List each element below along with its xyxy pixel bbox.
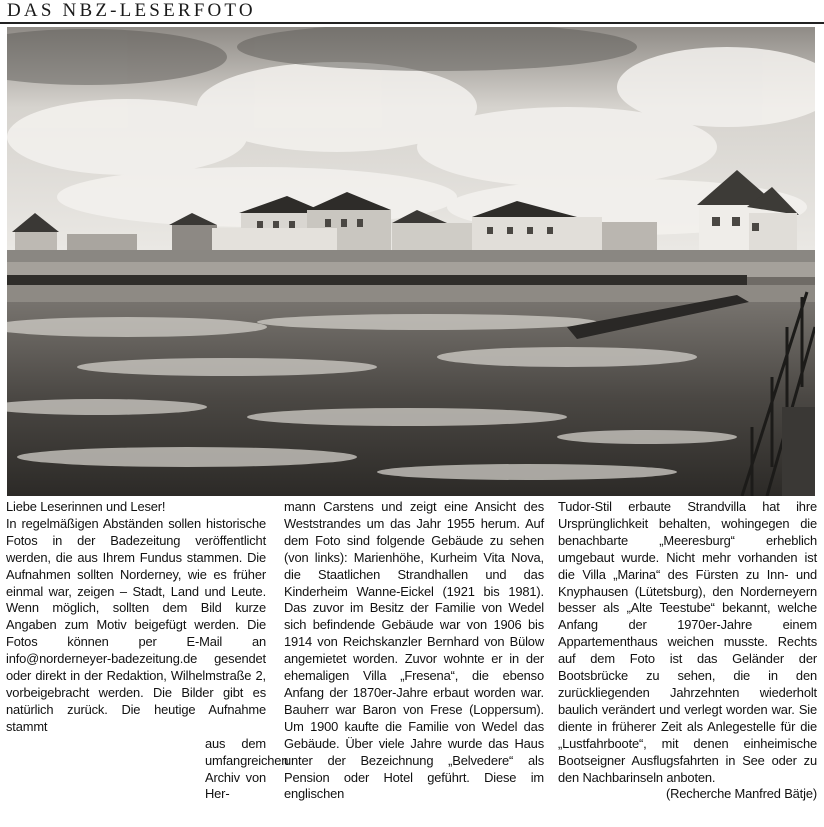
greeting: Liebe Leserinnen und Leser! bbox=[6, 499, 166, 514]
historic-photo-icon bbox=[7, 27, 815, 496]
beach-wall bbox=[7, 275, 747, 285]
article-column-2 bbox=[284, 499, 544, 824]
article-column-1 bbox=[6, 499, 289, 824]
research-credit: (Recherche Manfred Bätje) bbox=[665, 786, 817, 802]
body-paragraph-continued: Tudor-Stil erbaute Strandvilla hat ihre Ursprünglichkeit behalten, wohingegen die benachbarte „Meeresburg“ erheblich umgebaut wurde. Nicht mehr vorhanden ist die Villa „Marina“ des Fürsten zu Inn- und Knyphausen (Lütetsburg), den Norderneyern besser als „Alte Teestube“ bekannt, welche Anfang der 1970er-Jahre einem Appartementhaus weichen musste. Rechts auf dem Foto ist das Geländer der Bootsbrücke zu sehen, die in den zurückliegenden Jahrzehnten wiederholt baulich verändert und verlegt worden war. Sie diente in früherer Zeit als Anlegestelle für die „Lustfahrboote“, mit denen einheimische Bootseigner Ausflugsfahrten in See oder zu den Nachbarinseln anboten. bbox=[558, 499, 817, 785]
body-paragraph: mann Carstens und zeigt eine Ansicht des Weststrandes um das Jahr 1955 herum. Auf dem Foto sind folgende Gebäude zu sehen (von links): Marienhöhe, Kurheim Vita Nova, die Staatlichen Strandhallen und das Kinderheim Wanne-Eickel (1921 bis 1981). Das zuvor im Besitz der Familie von Wedel sich befindende Gebäude war von 1906 bis 1914 von Reichskanzler Bernhard von Bülow angemietet worden. Zuvor wohnte er in der ehemaligen Villa „Fresena“, die ebenso Anfang der 1870er-Jahre erbaut worden war. Bauherr war Baron von Frese (Loppersum). Um 1900 kaufte die Familie von Wedel das Gebäude. Über viele Jahre wurde das Haus unter der Bezeichnung „Belvedere“ als Pension oder Hotel geführt. Diese im englischen bbox=[284, 499, 544, 802]
intro-paragraph: In regelmäßigen Abständen sollen historische Fotos in der Badezeitung veröffentlicht werden, die aus Ihrem Fundus stammen. Die Aufnahmen sollten Norderney, wie es früher einmal war, zeigen – Stadt, Land und Leute. Wenn möglich, sollten dem Bild kurze Angaben zum Motiv beigefügt werden. Die Fotos können per E-Mail an info@norderneyer-badezeitung.de gesendet oder direkt in der Redaktion, Wilhelmstraße 2, vorbeigebracht werden. Die Bilder gibt es natürlich zurück. Die heutige Aufnahme stammt bbox=[6, 515, 266, 734]
historic-beach-photo bbox=[7, 27, 815, 496]
article-column-3 bbox=[558, 499, 817, 824]
promenade bbox=[7, 250, 815, 262]
header-rule bbox=[0, 22, 824, 24]
page-header-title: DAS NBZ-LESERFOTO bbox=[7, 0, 256, 21]
intro-paragraph-end: aus dem umfangreichen Archiv von Her- bbox=[205, 735, 289, 802]
